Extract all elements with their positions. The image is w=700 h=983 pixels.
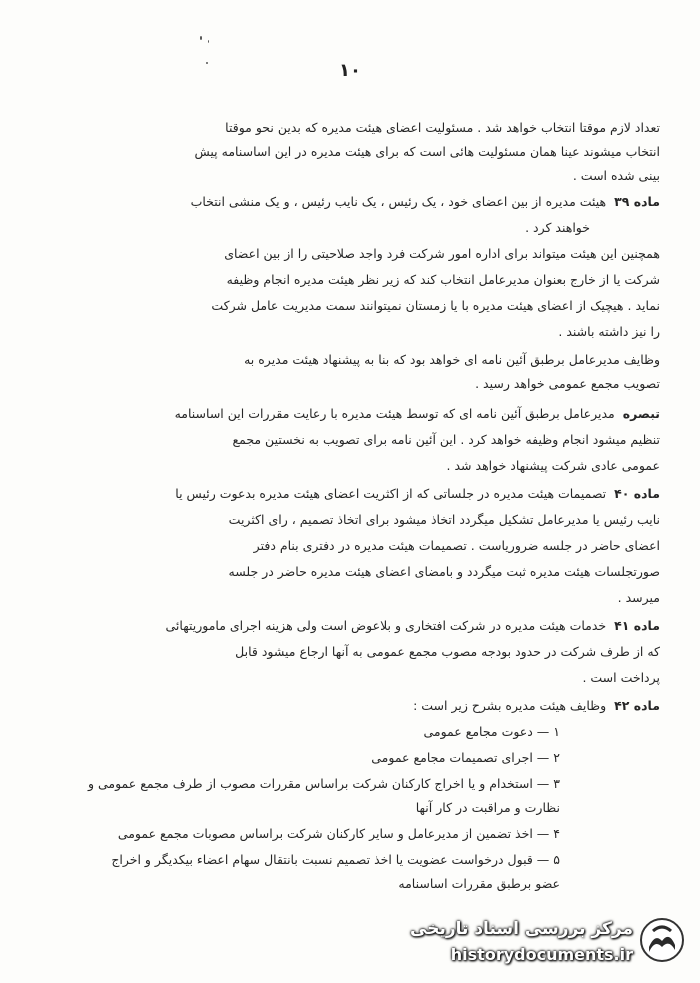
list-item: عضو برطبق مقررات اساسنامه xyxy=(398,876,560,891)
article-label: ماده ۴۰ xyxy=(614,486,660,501)
list-item: نظارت و مراقبت در کار آنها xyxy=(415,800,560,815)
text-line: نایب رئیس یا مدیرعامل تشکیل میگردد اتخاذ میشود برای اتخاذ تصمیم ، رای اکثریت xyxy=(228,512,660,527)
text-line: انتخاب میشوند عینا همان مسئولیت هائی است که برای هیئت مدیره در این اساسنامه پیش xyxy=(194,144,660,159)
watermark xyxy=(408,915,693,975)
text-line: هیئت مدیره از بین اعضای خود ، یک رئیس ، یک نایب رئیس ، و یک منشی انتخاب xyxy=(190,194,607,209)
text-line: وظایف مدیرعامل برطبق آئین نامه ای خواهد بود که بنا به پیشنهاد هیئت مدیره به xyxy=(244,352,660,367)
watermark-title: مرکز بررسی اسناد تاریخی xyxy=(410,919,633,939)
text-line: نماید . هیچیک از اعضای هیئت مدیره با یا زمستان نمیتوانند سمت مدیریت عامل شرکت xyxy=(211,298,660,313)
list-item: ۱ — دعوت مجامع عمومی xyxy=(423,724,560,739)
text-line: صورتجلسات هیئت مدیره ثبت میگردد و بامضای اعضای هیئت مدیره حاضر در جلسه xyxy=(228,564,660,579)
text-line: تعداد لازم موقتا انتخاب خواهد شد . مسئولیت اعضای هیئت مدیره که بدین نحو موقتا xyxy=(225,120,660,135)
article-label: ماده ۳۹ xyxy=(614,194,660,209)
list-item: ۴ — اخذ تضمین از مدیرعامل و سایر کارکنان شرکت براساس مصوبات مجمع عمومی xyxy=(117,826,560,841)
text-line: تصمیمات هیئت مدیره در جلساتی که از اکثریت اعضای هیئت مدیره بدعوت رئیس یا xyxy=(175,486,607,501)
text-line: تنظیم میشود انجام وظیفه خواهد کرد . این آئین نامه برای تصویب به نخستین مجمع xyxy=(232,432,660,447)
article-label: ماده ۴۱ xyxy=(614,618,660,633)
book-emblem-icon xyxy=(639,917,685,963)
text-line: خدمات هیئت مدیره در شرکت افتخاری و بلاعوض است ولی هزینه اجرای ماموریتهائی xyxy=(165,618,607,633)
text-line: خواهند کرد . xyxy=(525,220,590,235)
note-label: تبصره xyxy=(622,406,660,421)
text-line: تصویب مجمع عمومی خواهد رسید . xyxy=(475,376,660,391)
list-item: ۳ — استخدام و یا اخراج کارکنان شرکت براساس مقررات مصوب از طرف مجمع عمومی و xyxy=(87,776,560,791)
text-line: همچنین این هیئت میتواند برای اداره امور شرکت فرد واجد صلاحیتی را از بین اعضای xyxy=(224,246,660,261)
list-item: ۲ — اجرای تصمیمات مجامع عمومی xyxy=(371,750,560,765)
text-line: بینی شده است . xyxy=(572,168,660,183)
text-line: که از طرف شرکت در حدود بودجه مصوب مجمع عمومی به آنها ارجاع میشود قابل xyxy=(235,644,660,659)
text-line: پرداخت است . xyxy=(582,670,660,685)
text-line: را نیز داشته باشند . xyxy=(558,324,660,339)
page-number: ۱۰ xyxy=(339,60,361,81)
list-item: ۵ — قبول درخواست عضویت یا اخذ تصمیم نسبت بانتقال سهام اعضاء بیکدیگر و اخراج xyxy=(111,852,560,867)
article-label: ماده ۴۲ xyxy=(614,698,660,713)
text-line: میرسد . xyxy=(617,590,660,605)
body-text xyxy=(20,120,660,892)
text-line: شرکت یا از خارج بعنوان مدیرعامل انتخاب کند که زیر نظر هیئت مدیره انجام وظیفه xyxy=(226,272,660,287)
text-line: وظایف هیئت مدیره بشرح زیر است : xyxy=(413,698,607,713)
text-line: عمومی عادی شرکت پیشنهاد خواهد شد . xyxy=(446,458,660,473)
text-line: مدیرعامل برطبق آئین نامه ای که توسط هیئت مدیره با رعایت مقررات این اساسنامه xyxy=(174,406,615,421)
watermark-url: historydocuments.ir xyxy=(450,945,633,964)
text-line: اعضای حاضر در جلسه ضروریاست . تصمیمات هیئت مدیره در دفتری بنام دفتر xyxy=(253,538,660,553)
